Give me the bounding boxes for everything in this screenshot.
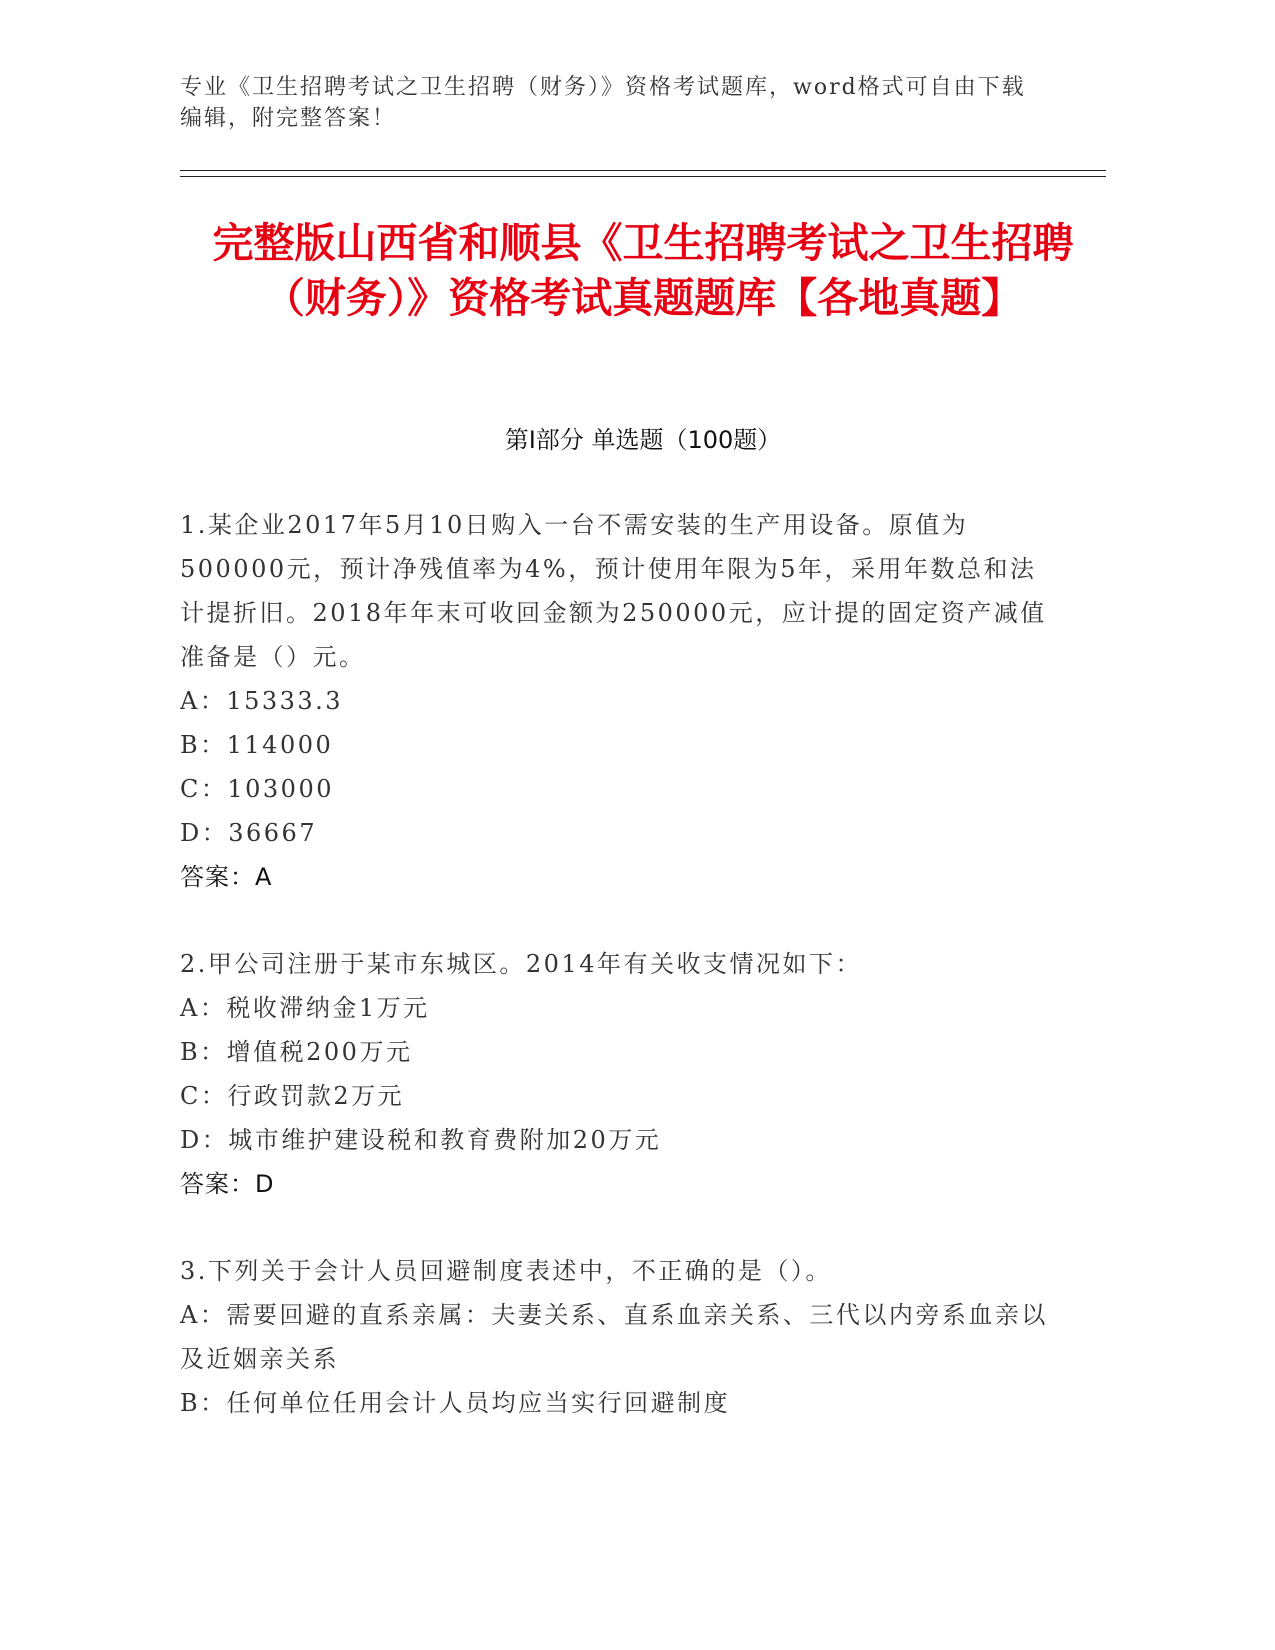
question-stem: 1.某企业2017年5月10日购入一台不需安装的生产用设备。原值为500000元，预计净残值率为4%，预计使用年限为5年，采用年数总和法计提折旧。2018年年末可收回金额为250000元，应计提的固定资产减值准备是（）元。: [180, 511, 1047, 671]
answer: 答案：D: [180, 1170, 275, 1198]
question-stem: 2.甲公司注册于某市东城区。2014年有关收支情况如下：: [180, 950, 862, 978]
option-b: B：增值税200万元: [180, 1038, 413, 1066]
option-a: A：需要回避的直系亲属：夫妻关系、直系血亲关系、三代以内旁系血亲以及近姻亲关系: [180, 1301, 1048, 1373]
option-a: A：15333.3: [180, 687, 344, 715]
option-c: C：103000: [180, 775, 334, 803]
question-1: [180, 503, 1050, 899]
option-d: D：36667: [180, 819, 318, 847]
header-note: 专业《卫生招聘考试之卫生招聘（财务）》资格考试题库，word格式可自由下载编辑，附完整答案！: [180, 75, 1026, 131]
question-stem: 3.下列关于会计人员回避制度表述中，不正确的是（）。: [180, 1257, 832, 1285]
question-2: [180, 942, 1050, 1206]
option-b: B：114000: [180, 731, 334, 759]
answer: 答案：A: [180, 863, 273, 891]
section-heading: 第Ⅰ部分 单选题（100题）: [504, 426, 782, 454]
document-title: 完整版山西省和顺县《卫生招聘考试之卫生招聘（财务）》资格考试真题题库【各地真题】: [212, 219, 1074, 322]
option-c: C：行政罚款2万元: [180, 1082, 405, 1110]
header-divider-top: [180, 170, 1106, 171]
question-list: [180, 503, 1050, 1425]
option-d: D：城市维护建设税和教育费附加20万元: [180, 1126, 662, 1154]
option-a: A：税收滞纳金1万元: [180, 994, 430, 1022]
header-divider-bottom: [180, 176, 1106, 177]
option-b: B：任何单位任用会计人员均应当实行回避制度: [180, 1389, 731, 1417]
question-3: [180, 1249, 1050, 1425]
